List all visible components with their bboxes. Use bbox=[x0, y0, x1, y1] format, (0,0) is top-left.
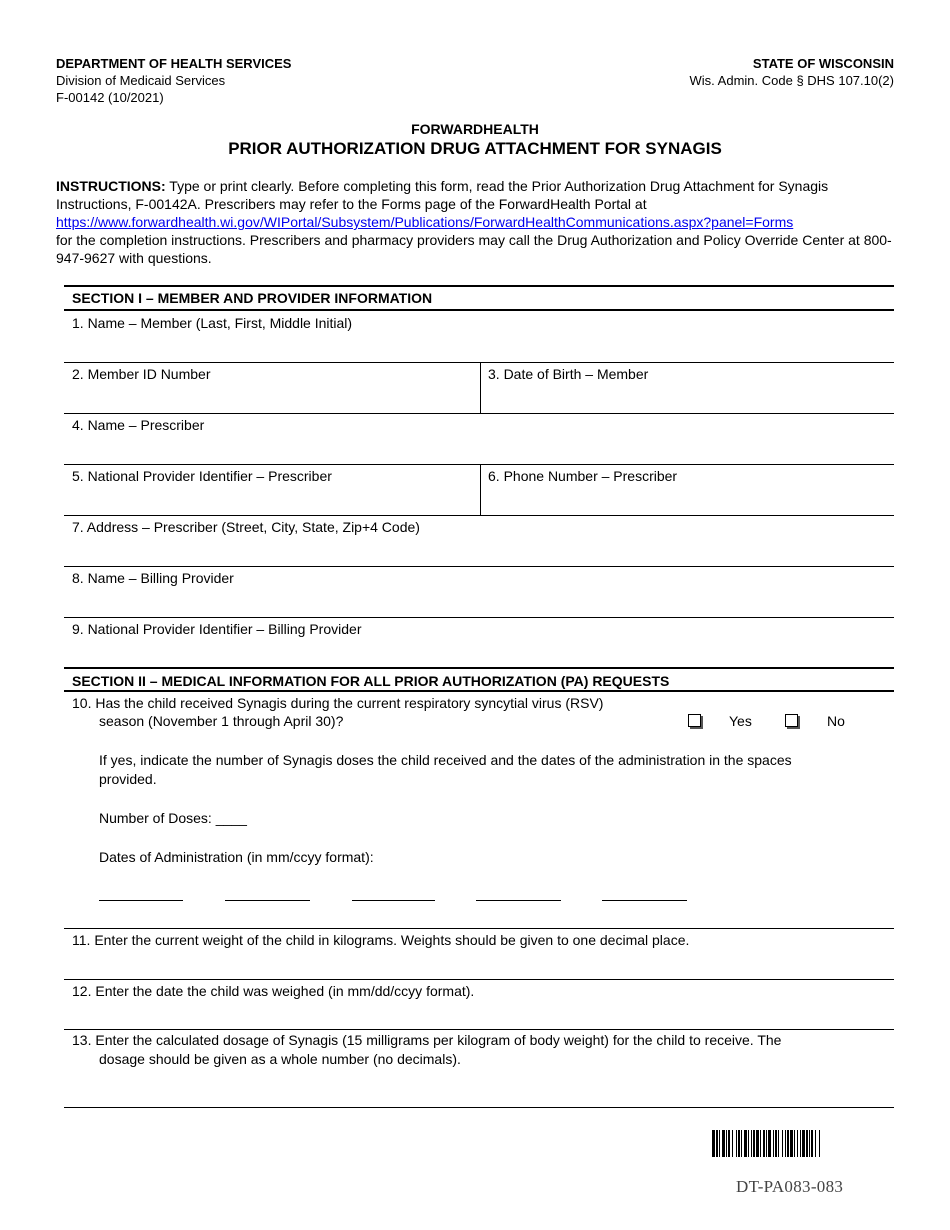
barcode bbox=[712, 1130, 887, 1157]
form-title: PRIOR AUTHORIZATION DRUG ATTACHMENT FOR SYNAGIS bbox=[228, 139, 722, 158]
department-name: DEPARTMENT OF HEALTH SERVICES bbox=[56, 56, 292, 71]
instructions-label: INSTRUCTIONS: bbox=[56, 178, 166, 194]
column-divider bbox=[480, 362, 481, 413]
member-name-field[interactable]: 1. Name – Member (Last, First, Middle Initial) bbox=[72, 315, 353, 331]
row-divider bbox=[64, 413, 894, 414]
row-divider bbox=[64, 515, 894, 516]
admin-code: Wis. Admin. Code § DHS 107.10(2) bbox=[689, 73, 894, 88]
title-block bbox=[0, 120, 950, 160]
instructions bbox=[56, 177, 896, 267]
q10-ifyes-line2: provided. bbox=[99, 771, 157, 787]
state-header bbox=[690, 55, 894, 89]
row-divider bbox=[64, 464, 894, 465]
administration-date-blank-3[interactable] bbox=[352, 900, 435, 901]
row-divider bbox=[64, 979, 894, 980]
prescriber-address-field[interactable]: 7. Address – Prescriber (Street, City, State, Zip+4 Code) bbox=[72, 519, 420, 535]
q10-yes-checkbox[interactable] bbox=[688, 714, 701, 727]
prescriber-npi-field[interactable]: 5. National Provider Identifier – Prescriber bbox=[72, 468, 332, 484]
q10-text-line2: season (November 1 through April 30)? bbox=[99, 713, 344, 729]
q10-ifyes-line1: If yes, indicate the number of Synagis doses the child received and the dates of the administration in the spaces bbox=[99, 752, 792, 768]
forms-portal-link[interactable]: https://www.forwardhealth.wi.gov/WIPortal/Subsystem/Publications/ForwardHealthCommunications.aspx?panel=Forms bbox=[56, 214, 794, 230]
division-name: Division of Medicaid Services bbox=[56, 73, 226, 88]
section2-title: SECTION II – MEDICAL INFORMATION FOR ALL PRIOR AUTHORIZATION (PA) REQUESTS bbox=[72, 673, 670, 689]
form-code: DT-PA083-083 bbox=[736, 1177, 844, 1196]
row-divider bbox=[64, 1029, 894, 1030]
section1-top-border bbox=[64, 285, 894, 287]
barcode-bar bbox=[820, 1130, 821, 1157]
q13-text-line2: dosage should be given as a whole number (no decimals). bbox=[99, 1051, 461, 1067]
instructions-text-2: for the completion instructions. Prescribers and pharmacy providers may call the Drug Authorization and Policy Override Center at 800-947-9627 with questions. bbox=[56, 232, 892, 266]
agency-header bbox=[56, 55, 291, 106]
row-divider bbox=[64, 566, 894, 567]
form-number: F-00142 (10/2021) bbox=[56, 90, 164, 105]
agency-title: FORWARDHEALTH bbox=[411, 121, 539, 137]
prescriber-phone-field[interactable]: 6. Phone Number – Prescriber bbox=[488, 468, 678, 484]
administration-date-blank-2[interactable] bbox=[225, 900, 310, 901]
row-divider bbox=[64, 617, 894, 618]
column-divider bbox=[480, 464, 481, 515]
q10-text-line1: 10. Has the child received Synagis during the current respiratory syncytial virus (RSV) bbox=[72, 695, 604, 711]
administration-date-blank-5[interactable] bbox=[602, 900, 687, 901]
prescriber-name-field[interactable]: 4. Name – Prescriber bbox=[72, 417, 205, 433]
administration-date-blank-1[interactable] bbox=[99, 900, 183, 901]
billing-provider-npi-field[interactable]: 9. National Provider Identifier – Billing Provider bbox=[72, 621, 362, 637]
section2-bottom-border bbox=[64, 1107, 894, 1108]
row-divider bbox=[64, 362, 894, 363]
section2-top-border bbox=[64, 667, 894, 669]
state-name: STATE OF WISCONSIN bbox=[752, 56, 894, 71]
q10-yes-label: Yes bbox=[729, 713, 752, 729]
q11-weight-field[interactable]: 11. Enter the current weight of the child in kilograms. Weights should be given to one decimal place. bbox=[72, 932, 690, 948]
q10-no-label: No bbox=[827, 713, 845, 729]
number-of-doses-field[interactable]: Number of Doses: ____ bbox=[99, 810, 247, 826]
section2-title-border bbox=[64, 690, 894, 692]
member-id-field[interactable]: 2. Member ID Number bbox=[72, 366, 211, 382]
q13-text-line1[interactable]: 13. Enter the calculated dosage of Synagis (15 milligrams per kilogram of body weight) for the child to receive. The bbox=[72, 1032, 782, 1048]
section1-title: SECTION I – MEMBER AND PROVIDER INFORMATION bbox=[72, 290, 433, 306]
administration-date-blank-4[interactable] bbox=[476, 900, 561, 901]
row-divider bbox=[64, 928, 894, 929]
billing-provider-name-field[interactable]: 8. Name – Billing Provider bbox=[72, 570, 234, 586]
instructions-text-1: Type or print clearly. Before completing this form, read the Prior Authorization Drug Attachment for Synagis Instructions, F-00142A. Prescribers may refer to the Forms page of the ForwardHealth Portal at bbox=[56, 178, 829, 212]
q12-weigh-date-field[interactable]: 12. Enter the date the child was weighed (in mm/dd/ccyy format). bbox=[72, 983, 475, 999]
section1-title-border bbox=[64, 309, 894, 311]
dates-of-administration-label: Dates of Administration (in mm/ccyy format): bbox=[99, 849, 374, 865]
q10-no-checkbox[interactable] bbox=[785, 714, 798, 727]
member-dob-field[interactable]: 3. Date of Birth – Member bbox=[488, 366, 649, 382]
